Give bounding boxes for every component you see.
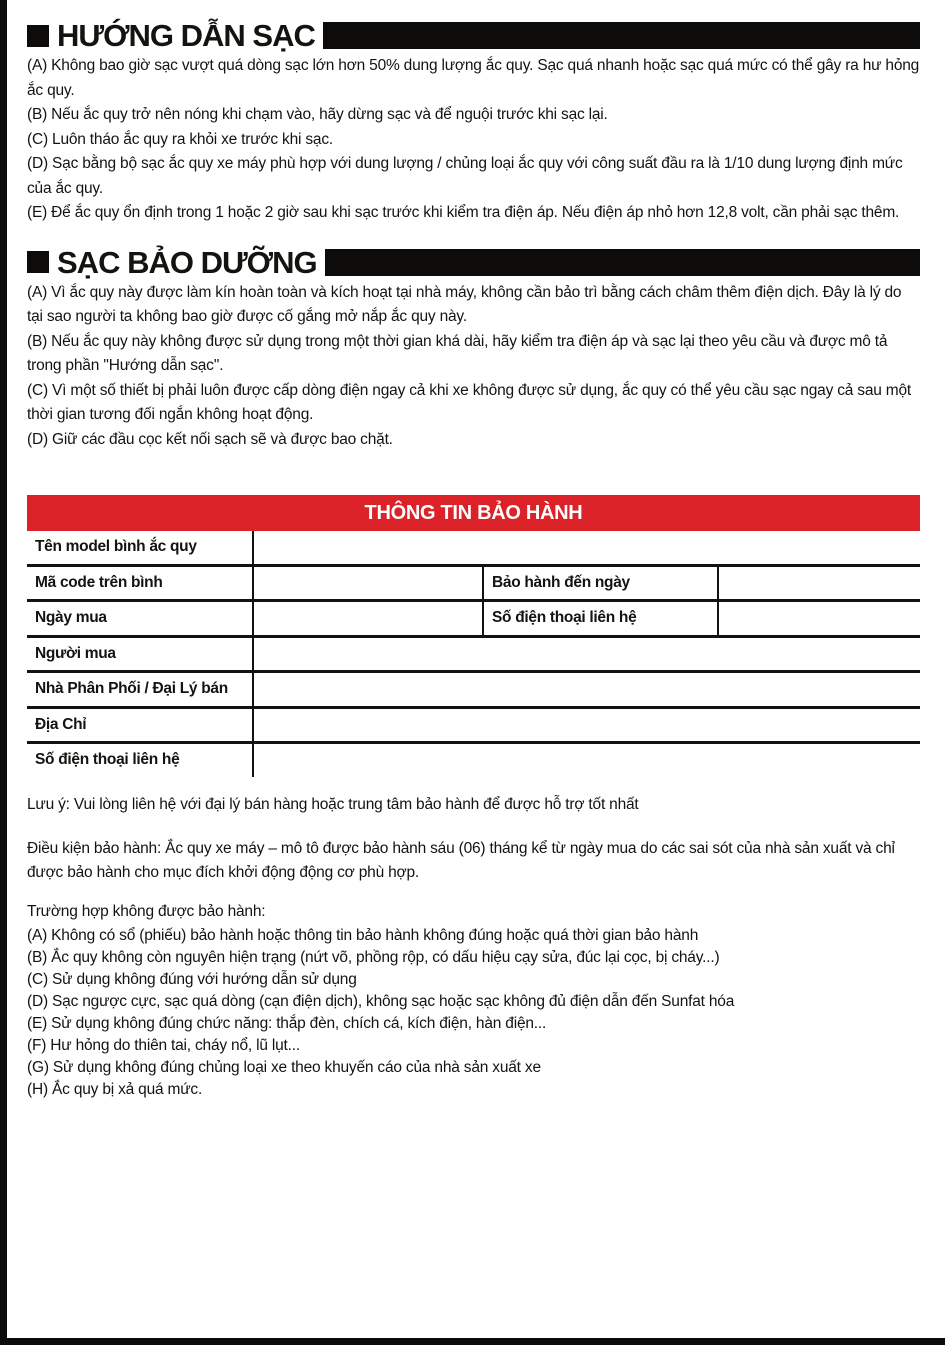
warranty-table xyxy=(27,495,920,777)
section-title-bar xyxy=(323,22,920,49)
field-value-phone xyxy=(252,744,920,777)
left-edge-bar xyxy=(0,0,7,1345)
maintenance-item-c: (C) Vì một số thiết bị phải luôn được cấp dòng điện ngay cả khi xe không được sử dụng, ắc quy có thể yêu cầu sạc ngay cả sau một thời gian tương đối ngắn không hoạt động. xyxy=(27,381,912,423)
warranty-conditions: Điều kiện bảo hành: Ắc quy xe máy – mô tô được bảo hành sáu (06) tháng kể từ ngày mua do các sai sót của nhà sản xuất và chỉ được bảo hành cho mục đích khởi động động cơ phù hợp. xyxy=(27,840,895,881)
section-title-charging: HƯỚNG DẪN SẠC xyxy=(57,18,315,53)
field-value-warranty-until xyxy=(717,567,920,600)
field-label-purchase-date: Ngày mua xyxy=(35,609,107,627)
exclusion-item-f: (F) Hư hỏng do thiên tai, cháy nổ, lũ lụt... xyxy=(27,1037,300,1054)
bottom-edge-bar xyxy=(0,1338,945,1345)
exclusion-item-b: (B) Ắc quy không còn nguyên hiện trạng (nứt võ, phồng rộp, có dấu hiệu cạy sửa, đúc lại cọc, bị cháy...) xyxy=(27,949,720,966)
field-value-contact-phone xyxy=(717,602,920,635)
exclusion-item-a: (A) Không có sổ (phiếu) bảo hành hoặc thông tin bảo hành không đúng hoặc quá thời gian bảo hành xyxy=(27,927,699,944)
exclusions-title: Trường hợp không được bảo hành: xyxy=(27,903,266,920)
exclusion-item-e: (E) Sử dụng không đúng chức năng: thắp đèn, chích cá, kích điện, hàn điện... xyxy=(27,1015,547,1032)
field-label-phone: Số điện thoại liên hệ xyxy=(35,751,180,769)
field-value-purchase-date xyxy=(252,602,482,635)
maintenance-item-b: (B) Nếu ắc quy này không được sử dụng trong một thời gian khá dài, hãy kiểm tra điện áp và sạc lại theo yêu cầu và được mô tả trong phần ''Hướng dẫn sạc''. xyxy=(27,332,888,374)
table-row xyxy=(27,709,920,745)
exclusion-item-d: (D) Sạc ngược cực, sạc quá dòng (cạn điện dịch), không sạc hoặc sạc không đủ điện dẫn đến Sunfat hóa xyxy=(27,993,735,1010)
field-label-contact-phone: Số điện thoại liên hệ xyxy=(482,602,717,635)
field-label-warranty-until: Bảo hành đến ngày xyxy=(482,567,717,600)
table-row xyxy=(27,673,920,709)
table-row xyxy=(27,602,920,638)
field-label-buyer: Người mua xyxy=(35,644,116,662)
charging-item-a: (A) Không bao giờ sạc vượt quá dòng sạc lớn hơn 50% dung lượng ắc quy. Sạc quá nhanh hoặc sạc quá mức có thể gây ra hư hỏng ắc quy. xyxy=(27,57,920,99)
field-label-address: Địa Chỉ xyxy=(35,715,87,733)
field-value-model xyxy=(252,531,920,564)
field-label-model: Tên model bình ắc quy xyxy=(35,538,197,556)
charging-item-e: (E) Để ắc quy ổn định trong 1 hoặc 2 giờ sau khi sạc trước khi kiểm tra điện áp. Nếu điện áp nhỏ hơn 12,8 volt, cần phải sạc thêm. xyxy=(27,204,900,221)
field-value-buyer xyxy=(252,638,920,671)
black-square-bullet-icon xyxy=(27,251,49,273)
field-value-code xyxy=(252,567,482,600)
warranty-exclusions xyxy=(27,901,920,1101)
contact-note: Lưu ý: Vui lòng liên hệ với đại lý bán hàng hoặc trung tâm bảo hành để được hỗ trợ tốt nhất xyxy=(27,795,639,813)
section-title-bar xyxy=(325,249,920,276)
section-header-charging xyxy=(27,18,920,53)
black-square-bullet-icon xyxy=(27,25,49,47)
field-value-distributor xyxy=(252,673,920,706)
table-row xyxy=(27,567,920,603)
charging-item-c: (C) Luôn tháo ắc quy ra khỏi xe trước khi sạc. xyxy=(27,130,333,148)
section-header-maintenance xyxy=(27,244,920,280)
exclusion-item-c: (C) Sử dụng không đúng với hướng dẫn sử dụng xyxy=(27,971,357,988)
section-title-maintenance: SẠC BẢO DƯỠNG xyxy=(57,244,317,280)
field-value-address xyxy=(252,709,920,742)
table-row xyxy=(27,638,920,674)
table-row xyxy=(27,744,920,777)
charging-paragraphs xyxy=(27,54,920,226)
table-row xyxy=(27,531,920,567)
exclusion-item-h: (H) Ắc quy bị xả quá mức. xyxy=(27,1081,203,1098)
charging-item-d: (D) Sạc bằng bộ sạc ắc quy xe máy phù hợp với dung lượng / chủng loại ắc quy với công suất đầu ra là 1/10 dung lượng định mức của ắc quy. xyxy=(27,155,903,197)
warranty-table-header: THÔNG TIN BẢO HÀNH xyxy=(27,495,920,531)
maintenance-item-a: (A) Vì ắc quy này được làm kín hoàn toàn và kích hoạt tại nhà máy, không cần bảo trì bằng cách châm thêm điện dịch. Đây là lý do tại sao người ta không bao giờ được cố gắng mở nắp ắc quy này. xyxy=(27,283,902,325)
field-label-code: Mã code trên bình xyxy=(35,573,163,591)
maintenance-item-d: (D) Giữ các đầu cọc kết nối sạch sẽ và được bao chặt. xyxy=(27,430,393,448)
charging-item-b: (B) Nếu ắc quy trở nên nóng khi chạm vào, hãy dừng sạc và để nguội trước khi sạc lại. xyxy=(27,106,608,123)
exclusion-item-g: (G) Sử dụng không đúng chủng loại xe theo khuyến cáo của nhà sản xuất xe xyxy=(27,1059,541,1076)
maintenance-paragraphs xyxy=(27,281,920,453)
document-content xyxy=(27,0,920,1101)
field-label-distributor: Nhà Phân Phối / Đại Lý bán xyxy=(35,680,228,698)
